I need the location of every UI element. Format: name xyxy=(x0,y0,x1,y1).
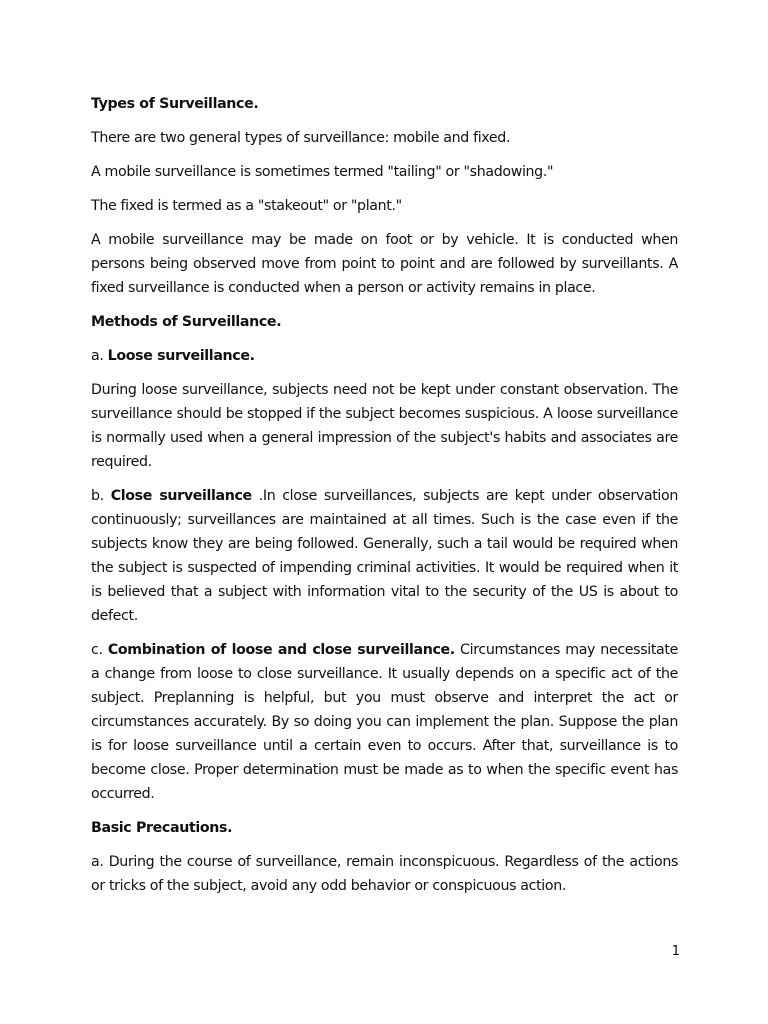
paragraph: a. During the course of surveillance, remain inconspicuous. Regardless of the actions or tricks of the subject, avoid any odd behavior or conspicuous action. xyxy=(91,854,678,894)
document-body xyxy=(91,92,678,908)
item-body: Circumstances may necessitate a change from loose to close surveillance. It usually depends on a specific act of the subject. Preplanning is helpful, but you must observe and interpret the act or circumstances accurately. By so doing you can implement the plan. Suppose the plan is for loose surveillance until a certain even to occurs. After that, surveillance is to become close. Proper determination must be made as to when the specific event has occurred. xyxy=(91,642,678,802)
page-number: 1 xyxy=(671,944,680,959)
item-title: Combination of loose and close surveillance. xyxy=(107,642,455,658)
list-marker: b. xyxy=(91,488,111,504)
paragraph: A mobile surveillance is sometimes termed "tailing" or "shadowing." xyxy=(91,164,554,180)
section-heading-precautions: Basic Precautions. xyxy=(91,820,233,836)
list-item-loose-title xyxy=(91,344,678,368)
paragraph: The fixed is termed as a "stakeout" or "plant." xyxy=(91,198,402,214)
list-item-combination xyxy=(91,638,678,806)
paragraph: There are two general types of surveillance: mobile and fixed. xyxy=(91,130,511,146)
list-marker: c. xyxy=(91,642,108,658)
list-marker: a. xyxy=(91,348,108,364)
item-title: Loose surveillance. xyxy=(107,348,255,364)
paragraph: A mobile surveillance may be made on foot or by vehicle. It is conducted when persons being observed move from point to point and are followed by surveillants. A fixed surveillance is conducted when a person or activity remains in place. xyxy=(91,232,678,296)
paragraph-loose: During loose surveillance, subjects need not be kept under constant observation. The surveillance should be stopped if the subject becomes suspicious. A loose surveillance is normally used when a general impression of the subject's habits and associates are required. xyxy=(91,382,678,470)
section-heading-types: Types of Surveillance. xyxy=(91,96,259,112)
item-body: .In close surveillances, subjects are kept under observation continuously; surveillances are maintained at all times. Such is the case even if the subjects know they are being followed. Generally, such a tail would be required when the subject is suspected of impending criminal activities. It would be required when it is believed that a subject with information vital to the security of the US is about to defect. xyxy=(91,488,678,624)
item-title: Close surveillance xyxy=(110,488,252,504)
list-item-close xyxy=(91,484,678,628)
section-heading-methods: Methods of Surveillance. xyxy=(91,314,282,330)
